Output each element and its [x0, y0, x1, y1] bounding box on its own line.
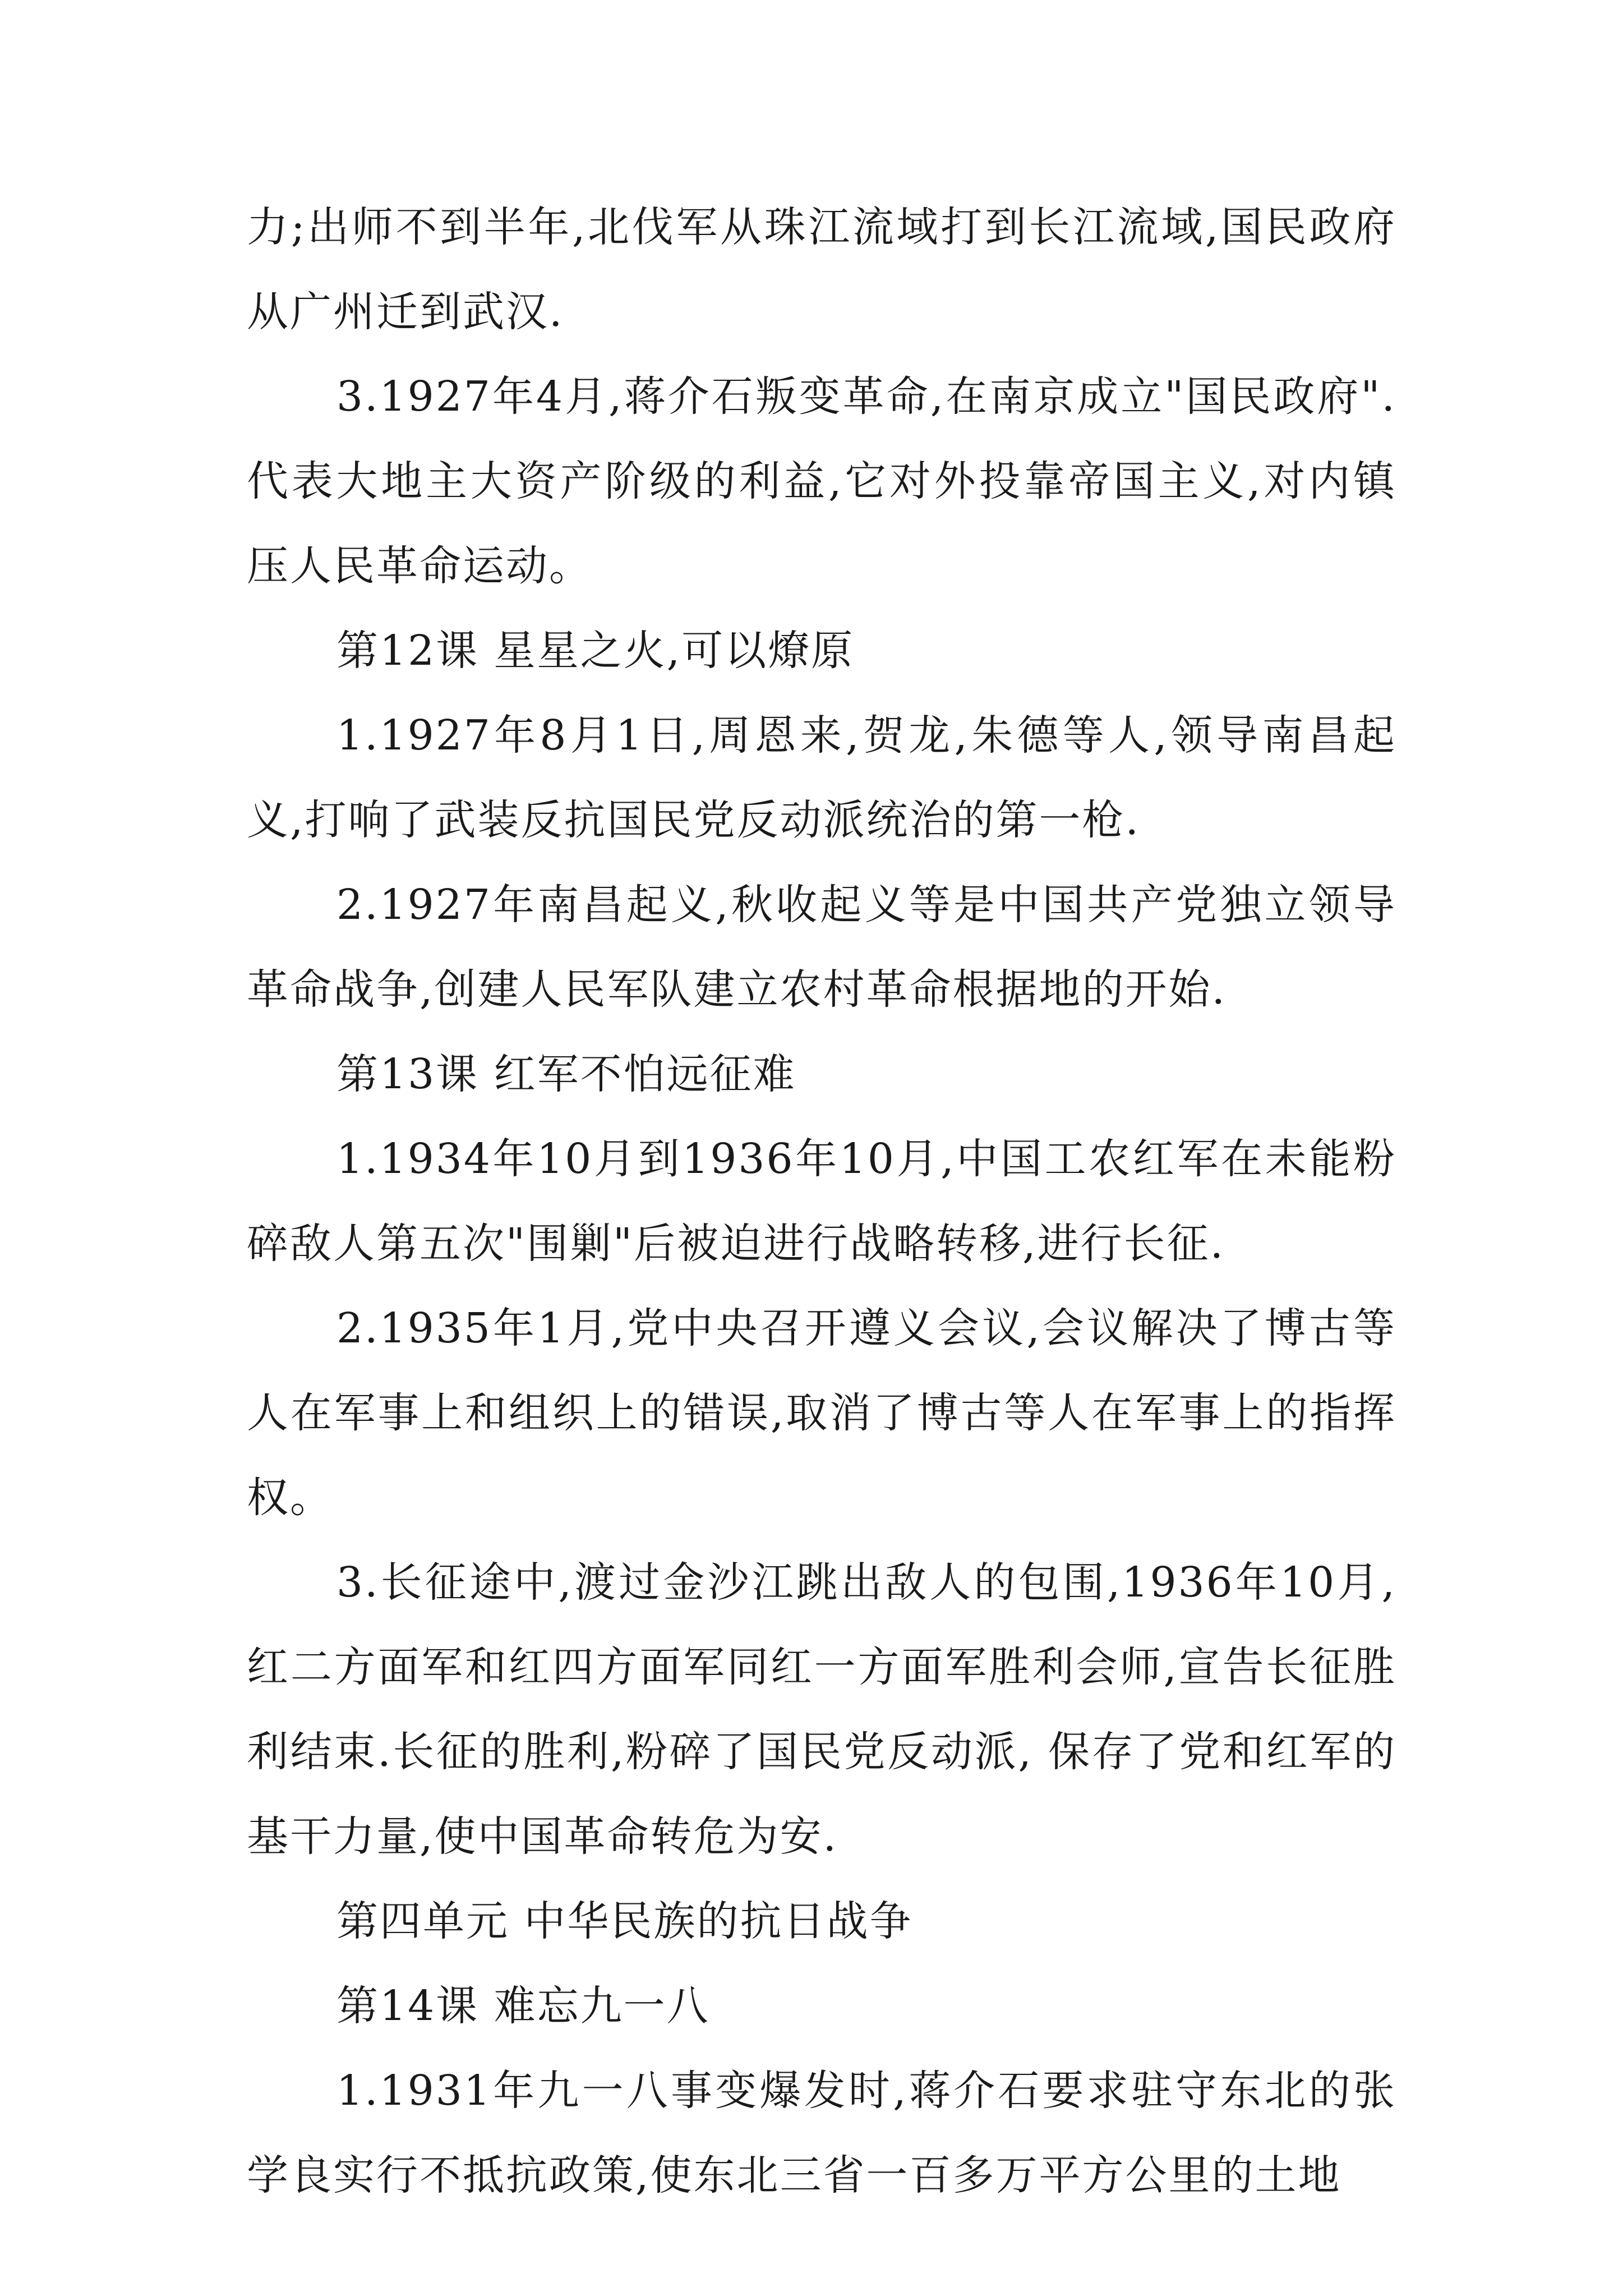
lesson-heading: 第12课 星星之火,可以燎原 [336, 627, 855, 675]
paragraph: 3.1927年4月,蒋介石叛变革命,在南京成立"国民政府".代表大地主大资产阶级的利益,它对外投靠帝国主义,对内镇压人民革命运动。 [247, 372, 1396, 590]
paragraph: 1.1934年10月到1936年10月,中国工农红军在未能粉碎敌人第五次"围剿"后被迫进行战略转移,进行长征. [247, 1135, 1396, 1268]
unit-heading: 第四单元 中华民族的抗日战争 [336, 1897, 913, 1945]
paragraph: 3.长征途中,渡过金沙江跳出敌人的包围,1936年10月,红二方面军和红四方面军同红一方面军胜利会师,宣告长征胜利结束.长征的胜利,粉碎了国民党反动派, 保存了党和红军的基干力量,使中国革命转危为安. [247, 1558, 1396, 1861]
lesson-heading: 第14课 难忘九一八 [336, 1982, 710, 2030]
paragraph: 1.1927年8月1日,周恩来,贺龙,朱德等人,领导南昌起义,打响了武装反抗国民党反动派统治的第一枪. [247, 711, 1396, 844]
paragraph-continuation: 力;出师不到半年,北伐军从珠江流域打到长江流域,国民政府从广州迁到武汉. [247, 203, 1396, 336]
paragraph: 2.1935年1月,党中央召开遵义会议,会议解决了博古等人在军事上和组织上的错误,取消了博古等人在军事上的指挥权。 [247, 1304, 1396, 1522]
paragraph: 1.1931年九一八事变爆发时,蒋介石要求驻守东北的张学良实行不抵抗政策,使东北三省一百多万平方公里的土地 [247, 2067, 1396, 2200]
paragraph: 2.1927年南昌起义,秋收起义等是中国共产党独立领导革命战争,创建人民军队建立农村革命根据地的开始. [247, 881, 1396, 1014]
lesson-heading: 第13课 红军不怕远征难 [336, 1050, 796, 1098]
document-body [247, 185, 1396, 2218]
